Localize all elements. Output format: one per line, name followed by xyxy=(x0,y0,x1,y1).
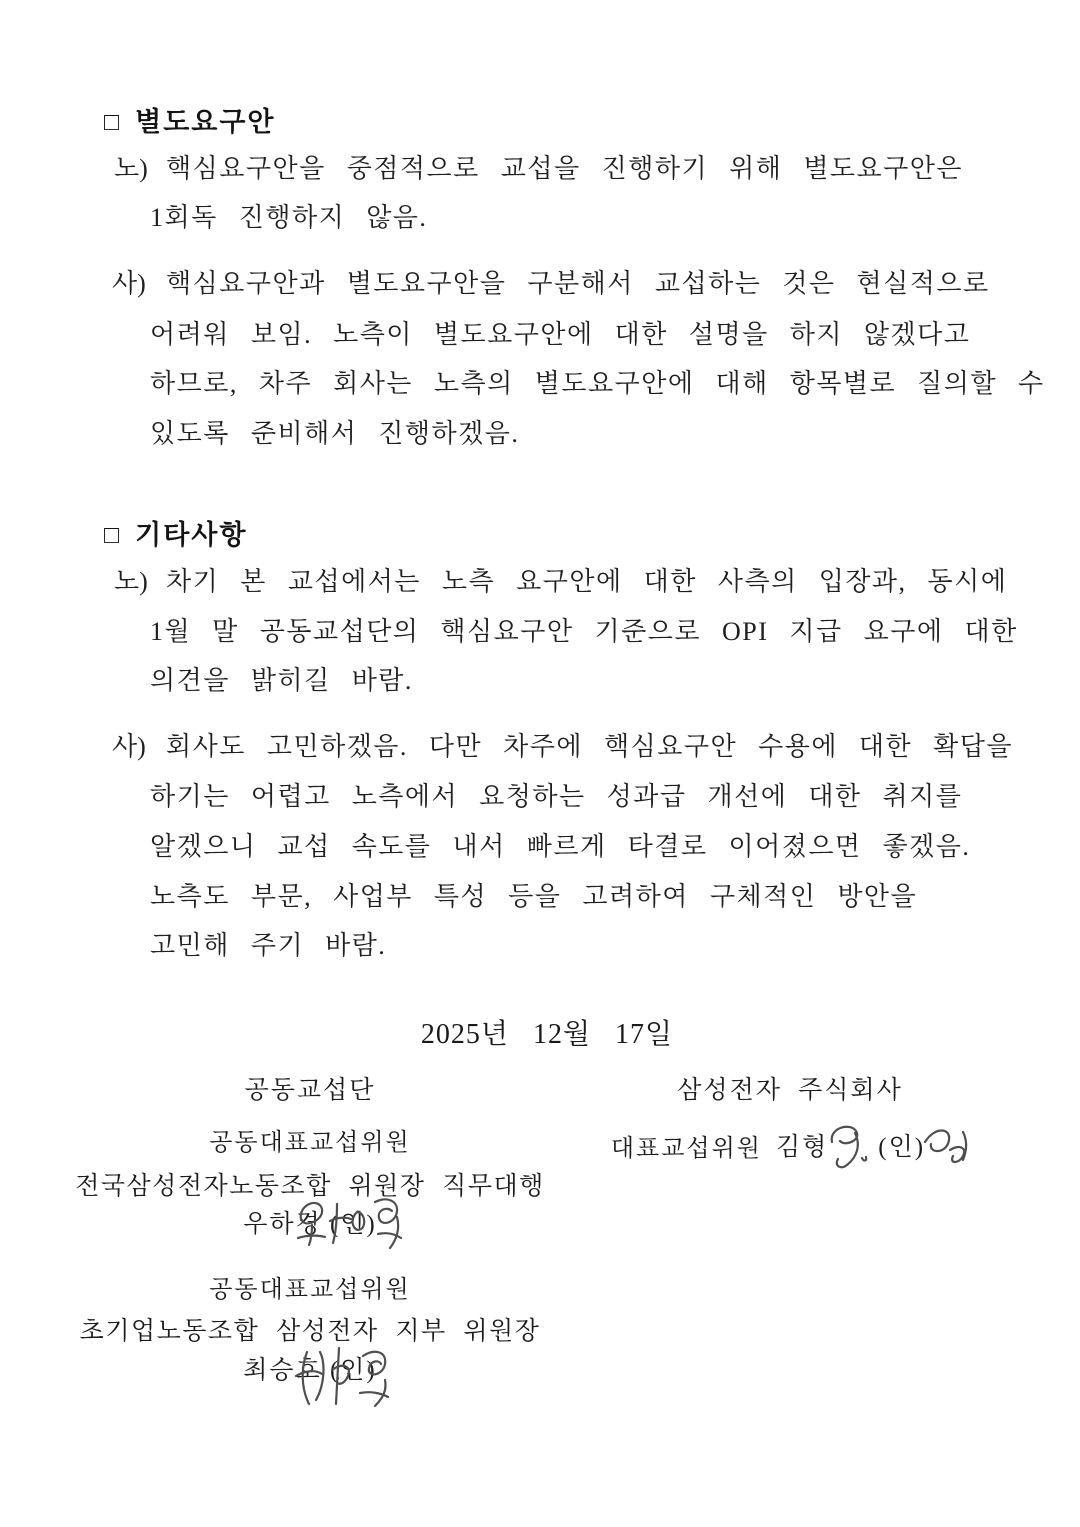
handwritten-signature-kim-icon xyxy=(826,1120,884,1170)
text-line: 의견을 밝히길 바람. xyxy=(150,666,413,695)
company-org-name: 삼성전자 주식회사 xyxy=(677,1077,903,1104)
section-heading-separate-demands xyxy=(104,100,276,139)
section-heading-label: 별도요구안 xyxy=(135,107,276,137)
text-line: 1회독 진행하지 않음. xyxy=(150,203,428,232)
text-line: 차기 본 교섭에서는 노측 요구안에 대한 사측의 입장과, 동시에 xyxy=(166,567,1008,596)
speaker-marker-company: 사) xyxy=(112,269,146,298)
handwritten-flourish-icon xyxy=(917,1122,969,1168)
text-line: 알겠으니 교섭 속도를 내서 빠르게 타결로 이어졌으면 좋겠음. xyxy=(150,832,971,861)
delegate-affiliation: 초기업노동조합 삼성전자 지부 위원장 xyxy=(79,1318,541,1345)
delegate-title: 대표교섭위원 xyxy=(610,1135,762,1162)
speaker-marker-company: 사) xyxy=(112,732,146,761)
delegate-name: 김형 xyxy=(775,1134,829,1161)
speaker-marker-union: 노) xyxy=(114,154,148,183)
delegate-name: 최승호 xyxy=(243,1357,322,1384)
delegate-title: 공동대표교섭위원 xyxy=(209,1277,411,1303)
text-line: 노측도 부문, 사업부 특성 등을 고려하여 구체적인 방안을 xyxy=(150,882,918,911)
text-line: 회사도 고민하겠음. 다만 차주에 핵심요구안 수용에 대한 확답을 xyxy=(166,732,1014,761)
delegate-name-line xyxy=(40,1204,580,1240)
signature-block-company xyxy=(570,1070,1010,1450)
company-delegate-line xyxy=(570,1120,1010,1170)
seal-mark: (인) xyxy=(329,1357,377,1384)
section-heading-label: 기타사항 xyxy=(135,520,248,550)
text-line: 하기는 어렵고 노측에서 요청하는 성과급 개선에 대한 취지를 xyxy=(150,782,963,811)
text-line: 1월 말 공동교섭단의 핵심요구안 기준으로 OPI 지급 요구에 대한 xyxy=(150,617,1018,646)
signature-block-union xyxy=(40,1070,580,1450)
section-heading-other-matters xyxy=(104,513,247,552)
delegate-title: 공동대표교섭위원 xyxy=(209,1130,411,1156)
text-line: 하므로, 차주 회사는 노측의 별도요구안에 대해 항목별로 질의할 수 xyxy=(150,369,1045,398)
text-line: 어려워 보임. 노측이 별도요구안에 대한 설명을 하지 않겠다고 xyxy=(150,320,971,349)
speaker-marker-union: 노) xyxy=(114,567,148,596)
text-line: 핵심요구안을 중점적으로 교섭을 진행하기 위해 별도요구안은 xyxy=(166,154,964,183)
checkbox-icon: □ xyxy=(104,522,122,549)
text-line: 핵심요구안과 별도요구안을 구분해서 교섭하는 것은 현실적으로 xyxy=(166,269,990,298)
delegate-name-line xyxy=(40,1350,580,1386)
seal-mark: (인) xyxy=(329,1211,377,1238)
document-date: 2025년 12월 17일 xyxy=(420,1019,674,1050)
text-line: 있도록 준비해서 진행하겠음. xyxy=(150,419,520,448)
union-org-name: 공동교섭단 xyxy=(244,1077,376,1104)
checkbox-icon: □ xyxy=(104,109,122,136)
text-line: 고민해 주기 바람. xyxy=(150,931,387,960)
delegate-affiliation: 전국삼성전자노동조합 위원장 직무대행 xyxy=(75,1173,545,1200)
seal-mark: (인) xyxy=(878,1134,926,1161)
delegate-name: 우하경 xyxy=(243,1211,322,1238)
